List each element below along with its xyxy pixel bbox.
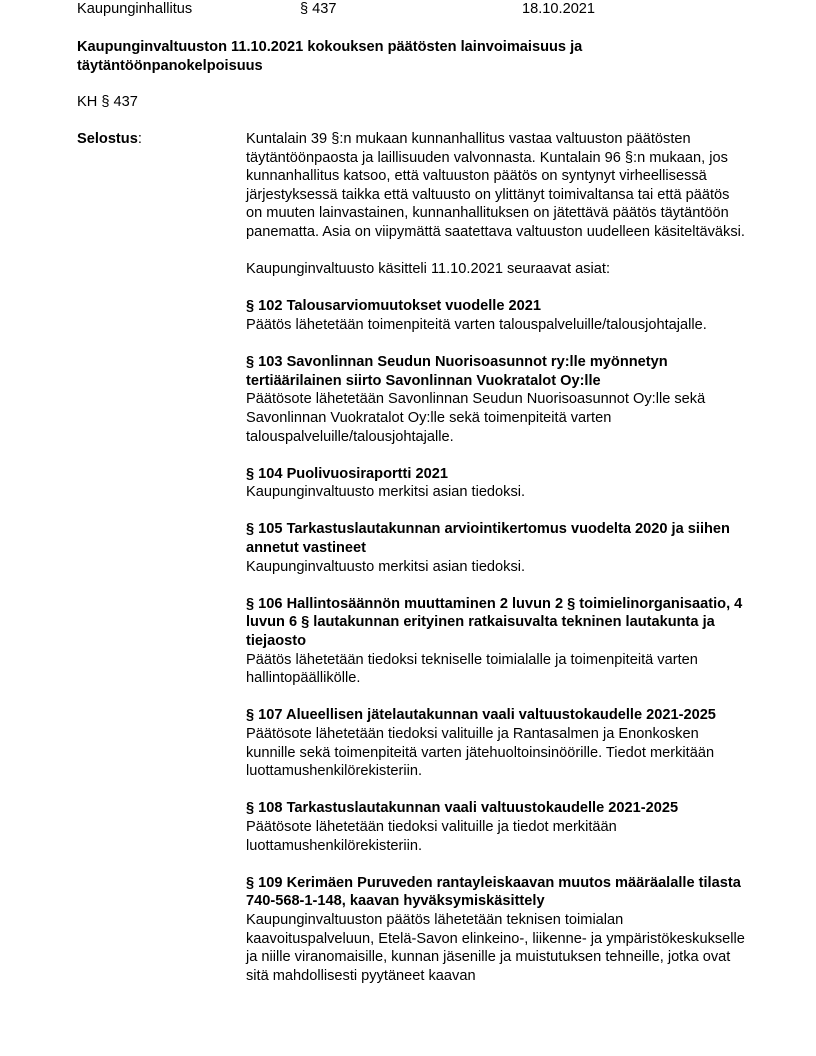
header-section-number: § 437 [300, 1, 337, 17]
agenda-item-text: Kaupunginvaltuusto merkitsi asian tiedoksi. [246, 484, 526, 501]
document-body [246, 130, 746, 1004]
agenda-item-text: Kaupunginvaltuuston päätös lähetetään teknisen toimialan kaavoituspalveluun, Etelä-Savon elinkeino-, liikenne- ja ympäristökeskukselle ja niille viranomaisille, kunnan jäsenille ja muistutuksen tehneille, jotka ovat sitä mahdollisesti pyytäneet kaavan [246, 911, 745, 984]
agenda-item-text: Päätösote lähetetään Savonlinnan Seudun Nuorisoasunnot Oy:lle sekä Savonlinnan Vuokratalot Oy:lle sekä toimenpiteitä varten talouspalveluille/talousjohtajalle. [246, 391, 706, 445]
intro-paragraph: Kuntalain 39 §:n mukaan kunnanhallitus vastaa valtuuston päätösten täytäntöönpaosta ja laillisuuden valvonnasta. Kuntalain 96 §:n mukaan, jos kunnanhallitus katsoo, että valtuuston päätös on syntynyt virheellisessä järjestyksessä taikka että valtuusto on ylittänyt toimivaltansa tai että päätös on muuten lainvastainen, kunnanhallituksen on jätettävä päätös täytäntöön panematta. Asia on viipymättä saatettava valtuuston uudelleen käsiteltäväksi. [246, 131, 745, 240]
agenda-item [246, 297, 746, 334]
agenda-item-text: Päätösote lähetetään tiedoksi valituille ja Rantasalmen ja Enonkosken kunnille sekä toimenpiteitä varten jätehuoltoinsinöörille. Tiedot merkitään luottamushenkilörekisteriin. [246, 726, 715, 780]
kh-reference: KH § 437 [77, 94, 138, 110]
header-date: 18.10.2021 [522, 1, 596, 17]
agenda-item-title: § 105 Tarkastuslautakunnan arviointikertomus vuodelta 2020 ja siihen annetut vastineet [246, 521, 730, 557]
agenda-item [246, 353, 746, 446]
agenda-item-text: Päätösote lähetetään tiedoksi valituille ja tiedot merkitään luottamushenkilörekisteriin. [246, 818, 617, 854]
agenda-item-text: Päätös lähetetään toimenpiteitä varten talouspalveluille/talousjohtajalle. [246, 316, 707, 333]
section-label [77, 130, 142, 149]
agenda-item-title: § 108 Tarkastuslautakunnan vaali valtuustokaudelle 2021-2025 [246, 800, 679, 817]
document-header [77, 0, 777, 20]
header-body-name: Kaupunginhallitus [77, 1, 193, 17]
section-label-text: Selostus [77, 131, 138, 147]
agenda-item [246, 874, 746, 986]
agenda-item-text: Päätös lähetetään tiedoksi tekniselle toimialalle ja toimenpiteitä varten hallintopäällikölle. [246, 651, 698, 687]
section-label-colon: : [137, 131, 142, 147]
lead-paragraph: Kaupunginvaltuusto käsitteli 11.10.2021 seuraavat asiat: [246, 261, 611, 278]
agenda-item-text: Kaupunginvaltuusto merkitsi asian tiedoksi. [246, 558, 526, 575]
agenda-item-title: § 107 Alueellisen jätelautakunnan vaali valtuustokaudelle 2021-2025 [246, 707, 716, 724]
agenda-item [246, 595, 746, 688]
agenda-item-title: § 103 Savonlinnan Seudun Nuorisoasunnot ry:lle myönnetyn tertiäärilainen siirto Savonlinnan Vuokratalot Oy:lle [246, 354, 668, 389]
document-title: Kaupunginvaltuuston 11.10.2021 kokouksen päätösten lainvoimaisuus ja täytäntöönpanokelpoisuus [77, 39, 583, 74]
agenda-item-title: § 109 Kerimäen Puruveden rantayleiskaavan muutos määräalalle tilasta 740-568-1-148, kaavan hyväksymiskäsittely [246, 874, 741, 910]
agenda-item-title: § 102 Talousarviomuutokset vuodelle 2021 [246, 298, 541, 315]
agenda-item [246, 465, 746, 502]
agenda-item [246, 799, 746, 855]
agenda-item [246, 706, 746, 780]
agenda-item-title: § 104 Puolivuosiraportti 2021 [246, 465, 448, 482]
agenda-item [246, 520, 746, 576]
agenda-item-title: § 106 Hallintosäännön muuttaminen 2 luvun 2 § toimielinorganisaatio, 4 luvun 6 § lautakunnan erityinen ratkaisuvalta tekninen lautakunta ja tiejaosto [246, 595, 743, 650]
